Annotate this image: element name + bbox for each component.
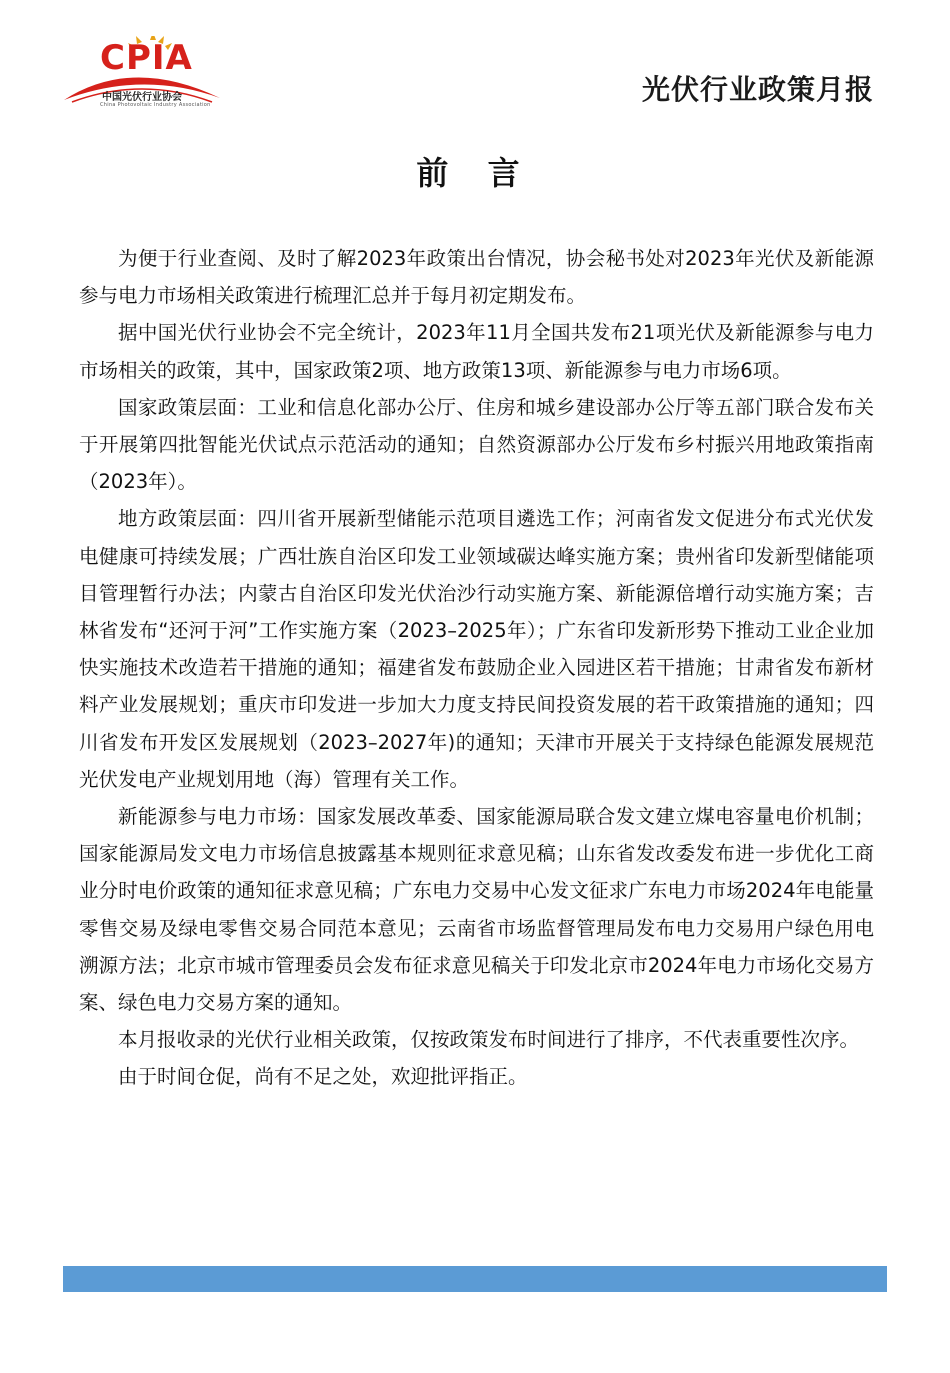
footer-bar bbox=[63, 1266, 887, 1292]
paragraph-national-policy: 国家政策层面：工业和信息化部办公厅、住房和城乡建设部办公厅等五部门联合发布关于开展第四批智能光伏试点示范活动的通知；自然资源部办公厅发布乡村振兴用地政策指南（2023年）。 bbox=[79, 395, 874, 494]
paragraph-local-policy: 地方政策层面：四川省开展新型储能示范项目遴选工作；河南省发文促进分布式光伏发电健康可持续发展；广西壮族自治区印发工业领域碳达峰实施方案；贵州省印发新型储能项目管理暂行办法；内蒙古自治区印发光伏治沙行动实施方案、新能源倍增行动实施方案；吉林省发布“还河于河”工作实施方案（2023–2025年）；广东省印发新形势下推动工业企业加快实施技术改造若干措施的通知；福建省发布鼓励企业入园进区若干措施；甘肃省发布新材料产业发展规划；重庆市印发进一步加大力度支持民间投资发展的若干政策措施的通知；四川省发布开发区发展规划（2023–2027年)的通知；天津市开展关于支持绿色能源发展规范光伏发电产业规划用地（海）管理有关工作。 bbox=[79, 507, 874, 791]
paragraph-ordering-note: 本月报收录的光伏行业相关政策，仅按政策发布时间进行了排序，不代表重要性次序。 bbox=[118, 1028, 860, 1052]
cpia-logo bbox=[62, 36, 222, 126]
logo-name-en: China Photovoltaic Industry Association bbox=[100, 102, 211, 108]
page-title: 前 言 bbox=[416, 154, 534, 192]
logo-letters: CPIA bbox=[100, 38, 193, 78]
paragraph-power-market: 新能源参与电力市场：国家发展改革委、国家能源局联合发文建立煤电容量电价机制；国家能源局发文电力市场信息披露基本规则征求意见稿；山东省发改委发布进一步优化工商业分时电价政策的通知征求意见稿；广东电力交易中心发文征求广东电力市场2024年电能量零售交易及绿电零售交易合同范本意见；云南省市场监督管理局发布电力交易用户绿色用电溯源方法；北京市城市管理委员会发布征求意见稿关于印发北京市2024年电力市场化交易方案、绿色电力交易方案的通知。 bbox=[79, 805, 874, 1015]
paragraph-closing: 由于时间仓促，尚有不足之处，欢迎批评指正。 bbox=[118, 1065, 528, 1089]
preface-body bbox=[79, 240, 874, 1096]
paragraph-purpose: 为便于行业查阅、及时了解2023年政策出台情况，协会秘书处对2023年光伏及新能源参与电力市场相关政策进行梳理汇总并于每月初定期发布。 bbox=[79, 247, 874, 308]
report-title: 光伏行业政策月报 bbox=[641, 73, 874, 106]
logo-name-cn: 中国光伏行业协会 bbox=[102, 92, 182, 103]
paragraph-statistics: 据中国光伏行业协会不完全统计，2023年11月全国共发布21项光伏及新能源参与电力市场相关的政策，其中，国家政策2项、地方政策13项、新能源参与电力市场6项。 bbox=[79, 321, 874, 382]
